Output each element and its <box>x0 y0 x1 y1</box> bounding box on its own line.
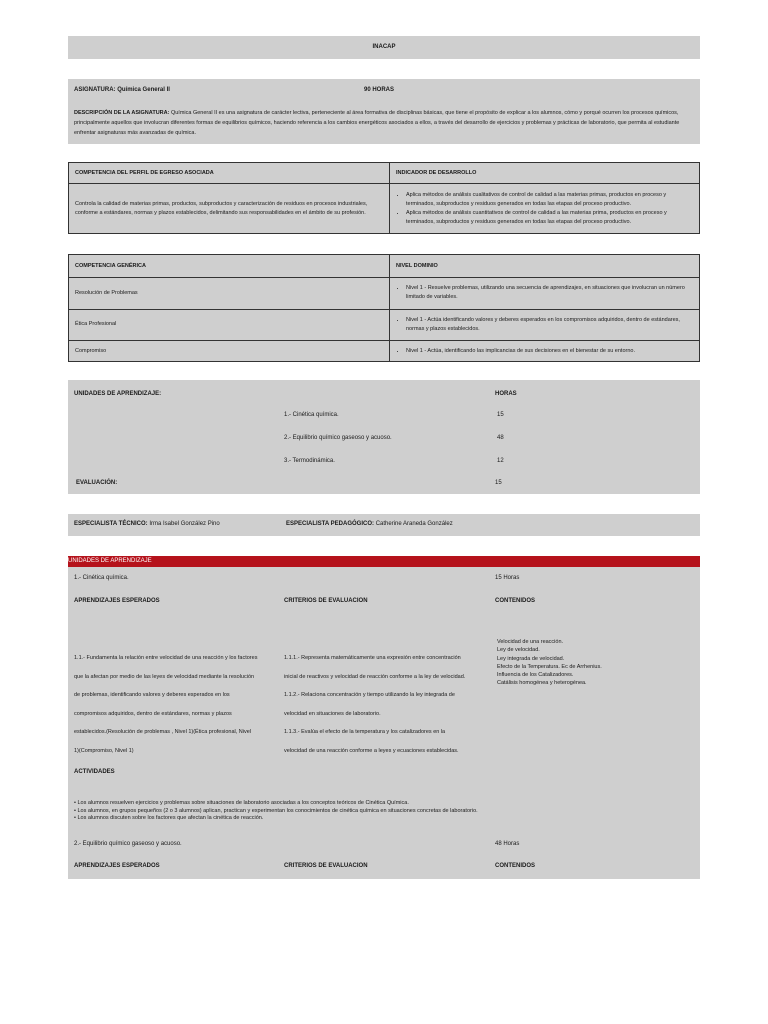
tecnico-label: ESPECIALISTA TÉCNICO: <box>74 521 148 527</box>
asignatura-band <box>68 79 700 144</box>
aprendizaje-line: 1)(Compromiso, Nivel 1) <box>74 747 134 754</box>
unit-name: 1.- Cinética química. <box>284 412 339 418</box>
competencia-perfil-table <box>68 162 700 234</box>
actividades-list <box>74 800 696 823</box>
actividades-header: ACTIVIDADES <box>74 769 115 775</box>
header-band <box>68 36 700 59</box>
criterio-line: velocidad en situaciones de laboratorio. <box>284 710 381 717</box>
unit1-name: 1.- Cinética química. <box>74 575 129 581</box>
criterio-line: 1.1.1.- Representa matemáticamente una expresión entre concentración <box>284 655 461 661</box>
asignatura-label: ASIGNATURA: Química General II <box>74 87 170 93</box>
nivel-item: • Nivel 1 - Actúa identificando valores y deberes esperados en los compromisos adquiridos, dentro de estándares, normas y plazos establecidos. <box>406 316 693 334</box>
unit-horas: 15 <box>497 412 504 418</box>
aprendizaje-line: establecidos.(Resolución de problemas , Nivel 1)(Ética profesional, Nivel <box>74 729 251 735</box>
contenidos-header-2: CONTENIDOS <box>495 863 536 869</box>
aprendizaje-line: que la afectan por medio de las leyes de velocidad mediante la resolución <box>74 673 255 680</box>
competencia-name: Resolución de Problemas <box>69 278 390 310</box>
detalle-band <box>68 567 700 879</box>
nivel-text <box>390 309 700 341</box>
contenido-item: Catálisis homogénea y heterogénea. <box>497 680 587 687</box>
evaluacion-label: EVALUACIÓN: <box>76 480 118 486</box>
competencia-generica-header: COMPETENCIA GENÉRICA <box>69 255 390 278</box>
contenido-item: Ley de velocidad. <box>497 647 540 654</box>
actividad-item: • Los alumnos resuelven ejercicios y problemas sobre situaciones de laboratorio asociadas a los conceptos teóricos de Cinética Química. <box>74 800 409 806</box>
criterio-line: inicial de reactivos y velocidad de reacción conforme a la ley de velocidad. <box>284 673 466 680</box>
evaluacion-horas: 15 <box>495 480 502 486</box>
criterio-line: velocidad de una reacción conforme a leyes y ecuaciones establecidas. <box>284 747 459 754</box>
description-text: Química General II es una asignatura de carácter lectiva, perteneciente al área formativa de disciplinas básicas, que tiene el propósito de explicar a los alumnos, cómo y porqué ocurren los procesos químicos, principalmente aquellos que involucran diferentes formas de equilibrios químicos, haciendo referencia a los cambios energéticos asociados a ellos, a través del desarrollo de ejercicios y problemas y prácticas de laboratorio, que permita al estudiante enfrentar asignaturas más avanzadas de química. <box>74 110 680 136</box>
nivel-dominio-header: NIVEL DOMINIO <box>390 255 700 278</box>
criterio-list <box>284 649 489 760</box>
pedagogico-label: ESPECIALISTA PEDAGÓGICO: <box>286 521 375 527</box>
especialistas-band <box>68 514 700 536</box>
unidades-band <box>68 380 700 494</box>
indicador-header: INDICADOR DE DESARROLLO <box>390 163 700 184</box>
competencia-generica-table <box>68 254 700 362</box>
criterio-line: 1.1.2.- Relaciona concentración y tiempo utilizando la ley integrada de <box>284 692 455 698</box>
asignatura-description <box>74 108 696 138</box>
aprendizaje-list <box>74 649 279 760</box>
nivel-text <box>390 341 700 362</box>
indicador-list <box>390 184 700 234</box>
indicador-item: • Aplica métodos de análisis cualitativos de control de calidad a las materias primas, productos en proceso y terminados, subproductos y residuos generados en todas las etapas del proceso productivo. <box>406 191 693 209</box>
competencia-perfil-header: COMPETENCIA DEL PERFIL DE EGRESO ASOCIADA <box>69 163 390 184</box>
unit2-name: 2.- Equilibrio químico gaseoso y acuoso. <box>74 841 182 847</box>
competencia-name: Compromiso <box>69 341 390 362</box>
contenido-item: Efecto de la Temperatura. Ec de Arrhenius. <box>497 663 602 670</box>
description-label: DESCRIPCIÓN DE LA ASIGNATURA: <box>74 110 170 116</box>
horas-label: HORAS <box>495 391 517 397</box>
competencia-name: Ética Profesional <box>69 309 390 341</box>
asignatura-horas: 90 HORAS <box>364 87 395 93</box>
aprendizaje-line: compromisos adquiridos, dentro de estándares, normas y plazos <box>74 710 232 717</box>
actividad-item: • Los alumnos discuten sobre los factores que afectan la cinética de reacción. <box>74 815 264 821</box>
contenido-item: Ley integrada de velocidad. <box>497 655 565 662</box>
unit-name: 3.- Termodinámica. <box>284 458 335 464</box>
indicador-item: • Aplica métodos de análisis cuantitativos de control de calidad a las materias prima, productos en proceso y terminados, subproductos y residuos generados en todas las etapas del proceso productivo. <box>406 209 693 227</box>
contenido-item: Influencia de los Catalizadores. <box>497 672 574 679</box>
unit2-horas: 48 Horas <box>495 841 520 847</box>
nivel-item: • Nivel 1 - Actúa, identificando las implicancias de sus decisiones en el bienestar de su entorno. <box>406 347 693 356</box>
criterios-header: CRITERIOS DE EVALUACION <box>284 598 368 604</box>
unidades-title-bar: UNIDADES DE APRENDIZAJE <box>68 556 700 567</box>
pedagogico-name: Catherine Araneda González <box>375 521 453 527</box>
criterios-header-2: CRITERIOS DE EVALUACION <box>284 863 368 869</box>
contenidos-header: CONTENIDOS <box>495 598 536 604</box>
criterio-line: 1.1.3.- Evalúa el efecto de la temperatura y los catalizadores en la <box>284 729 446 735</box>
aprendizajes-header: APRENDIZAJES ESPERADOS <box>74 598 160 604</box>
aprendizaje-line: de problemas, identificando valores y deberes esperados en los <box>74 692 230 698</box>
unit-horas: 12 <box>497 458 504 464</box>
competencia-perfil-text: Controla la calidad de materias primas, productos, subproductos y caracterización de residuos en procesos industriales, conforme a estándares, normas y plazos establecidos, delimitando sus responsabilidades en el ámbito de su profesión. <box>69 184 390 234</box>
unidades-label: UNIDADES DE APRENDIZAJE: <box>74 391 162 397</box>
tecnico-name: Irma Isabel González Pino <box>149 521 220 527</box>
contenido-item: Velocidad de una reacción. <box>497 639 564 645</box>
contenidos-list <box>497 638 697 688</box>
unit-name: 2.- Equilibrio químico gaseoso y acuoso. <box>284 435 392 441</box>
actividad-item: • Los alumnos, en grupos pequeños (2 o 3 alumnos) aplican, practican y experimentan los conocimientos de cinética química en situaciones concretas de laboratorio. <box>74 807 478 814</box>
aprendizaje-line: 1.1.- Fundamenta la relación entre velocidad de una reacción y los factores <box>74 655 258 661</box>
unit-horas: 48 <box>497 435 504 441</box>
institution-title: INACAP <box>372 44 396 50</box>
unit1-horas: 15 Horas <box>495 575 520 581</box>
especialista-pedagogico <box>286 521 453 527</box>
especialista-tecnico <box>74 521 220 527</box>
aprendizajes-header-2: APRENDIZAJES ESPERADOS <box>74 863 160 869</box>
nivel-item: • Nivel 1 - Resuelve problemas, utilizando una secuencia de aprendizajes, en situaciones que involucran un número limitado de variables. <box>406 284 693 302</box>
nivel-text <box>390 278 700 310</box>
